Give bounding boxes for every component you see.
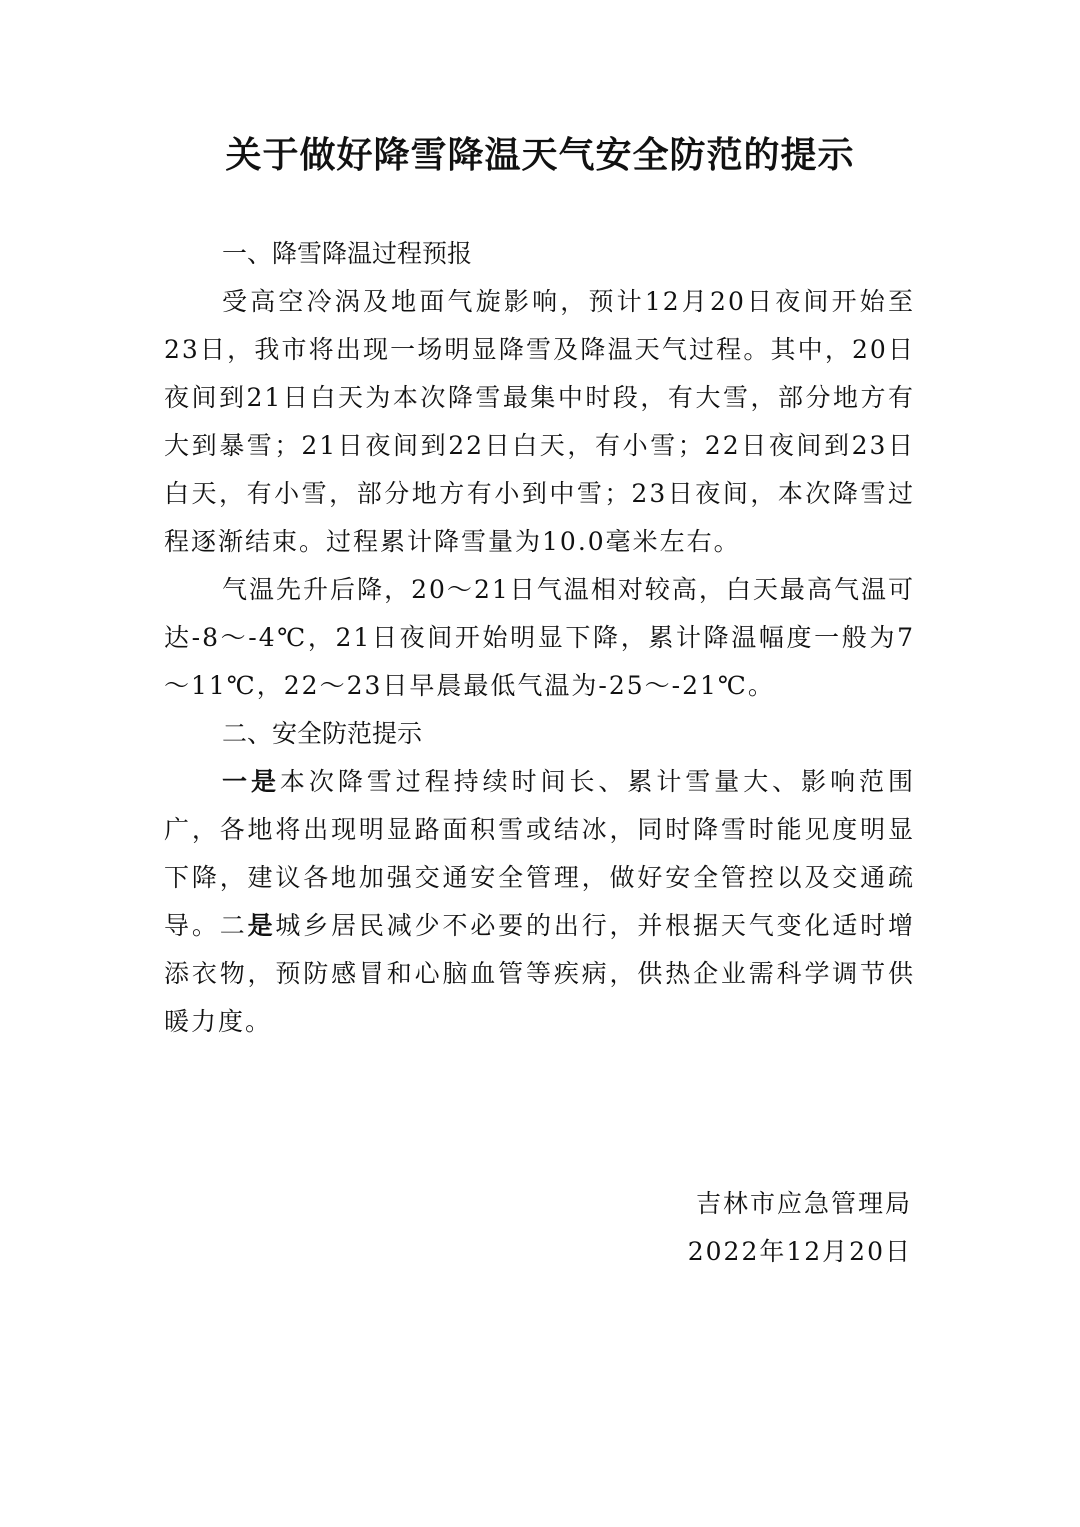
tip-one-lead: 一是	[222, 767, 280, 796]
tip-two-text: 城乡居民减少不必要的出行，并根据天气变化适时增添衣物，预防感冒和心脑血管等疾病，供热企业需科学调节供暖力度。	[164, 911, 915, 1036]
section-heading-safety: 二、安全防范提示	[222, 719, 423, 748]
document-title: 关于做好降雪降温天气安全防范的提示	[225, 135, 855, 176]
tip-one-text: 本次降雪过程持续时间长、累计雪量大、影响范围广，各地将出现明显路面积雪或结冰，同时降雪时能见度明显下降，建议各地加强交通安全管理，做好安全管控以及交通疏导。	[164, 767, 915, 940]
issue-date: 2022年12月20日	[687, 1237, 912, 1266]
forecast-temperature-paragraph: 气温先升后降，20～21日气温相对较高，白天最高气温可达-8～-4℃，21日夜间开始明显下降，累计降温幅度一般为7～11℃，22～23日早晨最低气温为-25～-21℃。	[164, 575, 915, 700]
signature-block	[688, 1180, 912, 1276]
forecast-snow-paragraph: 受高空冷涡及地面气旋影响，预计12月20日夜间开始至23日，我市将出现一场明显降雪及降温天气过程。其中，20日夜间到21日白天为本次降雪最集中时段，有大雪，部分地方有大到暴雪；21日夜间到22日白天，有小雪；22日夜间到23日白天，有小雪，部分地方有小到中雪；23日夜间，本次降雪过程逐渐结束。过程累计降雪量为10.0毫米左右。	[164, 287, 915, 556]
tip-two-lead-prefix: 二	[219, 911, 248, 940]
safety-tips-paragraph	[164, 758, 915, 1046]
document-body	[164, 230, 915, 1046]
tip-two-lead-bold: 是	[247, 911, 276, 940]
issuing-organization: 吉林市应急管理局	[695, 1189, 912, 1218]
section-heading-forecast: 一、降雪降温过程预报	[222, 239, 473, 268]
